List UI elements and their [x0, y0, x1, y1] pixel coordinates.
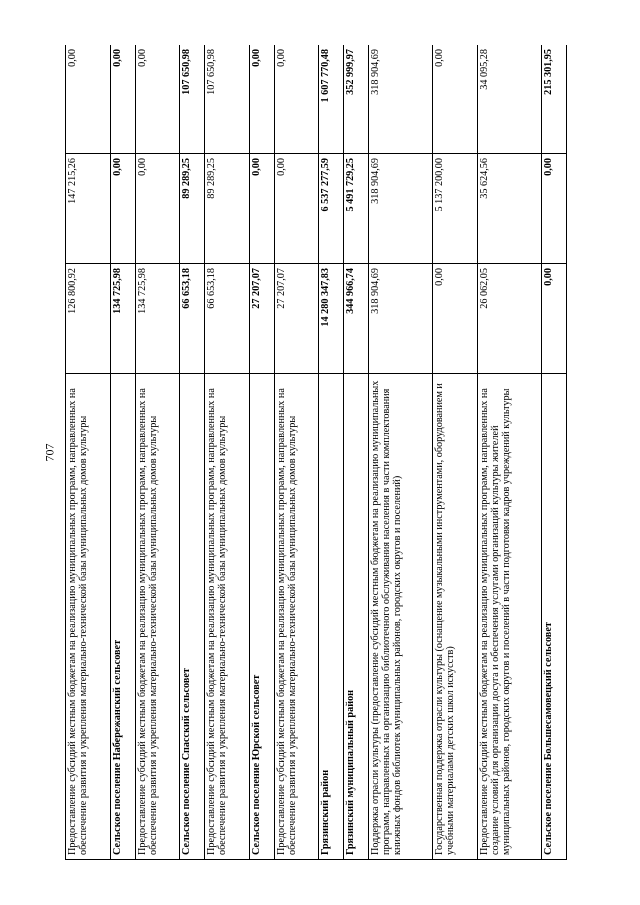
row-label: Предоставление субсидий местным бюджетам на реализацию муниципальных программ, направленных на обеспечение развития и укрепления материально-технической базы муниципальных домов культуры — [66, 374, 111, 860]
row-value-2: 318 904,69 — [368, 154, 432, 264]
row-value-1: 318 904,69 — [368, 264, 432, 374]
page-number — [40, 0, 60, 905]
row-value-3: 0,00 — [110, 45, 135, 154]
row-value-2: 0,00 — [110, 154, 135, 264]
row-value-2: 89 289,25 — [180, 154, 205, 264]
row-value-2: 5 491 729,25 — [344, 154, 369, 264]
row-value-2: 89 289,25 — [205, 154, 250, 264]
row-value-1: 0,00 — [433, 264, 478, 374]
row-value-3: 107 650,98 — [205, 45, 250, 154]
row-value-2: 0,00 — [542, 154, 567, 264]
row-value-3: 0,00 — [135, 45, 180, 154]
row-value-2: 147 215,26 — [66, 154, 111, 264]
page-number-text: 707 — [42, 443, 57, 462]
row-label: Сельское поселение Спасский сельсовет — [180, 374, 205, 860]
row-value-2: 35 624,56 — [477, 154, 541, 264]
row-value-3: 215 301,95 — [542, 45, 567, 154]
rotated-table-wrapper — [65, 45, 567, 860]
row-label: Государственная поддержка отрасли культуры (оснащение музыкальными инструментами, оборудованием и учебными материалами детских школ искусств) — [433, 374, 478, 860]
table-row — [135, 45, 180, 860]
row-label: Сельское поселение Юрской сельсовет — [249, 374, 274, 860]
row-value-1: 27 207,07 — [249, 264, 274, 374]
table-body — [66, 45, 567, 860]
row-value-1: 66 653,18 — [205, 264, 250, 374]
table-row — [344, 45, 369, 860]
row-value-3: 0,00 — [66, 45, 111, 154]
row-value-3: 352 999,97 — [344, 45, 369, 154]
row-label: Предоставление субсидий местным бюджетам на реализацию муниципальных программ, направленных на создание условий для организации досуга и обеспечения услугами организаций культуры жителей муниципальных районов, городских округов и поселений в части подготовки кадров учреждений культуры — [477, 374, 541, 860]
table-row — [433, 45, 478, 860]
row-value-2: 5 137 200,00 — [433, 154, 478, 264]
table-row — [249, 45, 274, 860]
rotated-table — [65, 45, 567, 860]
row-value-3: 1 607 770,48 — [319, 45, 344, 154]
row-value-3: 107 650,98 — [180, 45, 205, 154]
row-label: Грязинский район — [319, 374, 344, 860]
table-row — [180, 45, 205, 860]
row-value-3: 0,00 — [274, 45, 319, 154]
row-label: Грязинский муниципальный район — [344, 374, 369, 860]
row-label: Поддержка отрасли культуры (предоставление субсидий местным бюджетам на реализацию муниципальных программ, направленных на организацию библиотечного обслуживания населения в части комплектования книжных фондов библиотек муниципальных районов, городских округов и поселений) — [368, 374, 432, 860]
row-label: Сельское поселение Набережанский сельсовет — [110, 374, 135, 860]
table-row — [274, 45, 319, 860]
table-row — [66, 45, 111, 860]
row-value-3: 34 095,28 — [477, 45, 541, 154]
table-row — [205, 45, 250, 860]
row-value-1: 126 800,92 — [66, 264, 111, 374]
row-value-1: 134 725,98 — [110, 264, 135, 374]
row-value-1: 26 062,05 — [477, 264, 541, 374]
row-value-3: 0,00 — [433, 45, 478, 154]
budget-table — [65, 45, 567, 860]
row-label: Предоставление субсидий местным бюджетам на реализацию муниципальных программ, направленных на обеспечение развития и укрепления материально-технической базы муниципальных домов культуры — [274, 374, 319, 860]
table-row — [110, 45, 135, 860]
row-value-1: 344 966,74 — [344, 264, 369, 374]
row-label: Предоставление субсидий местным бюджетам на реализацию муниципальных программ, направленных на обеспечение развития и укрепления материально-технической базы муниципальных домов культуры — [205, 374, 250, 860]
row-value-2: 0,00 — [249, 154, 274, 264]
table-row — [368, 45, 432, 860]
table-row — [542, 45, 567, 860]
table-row — [477, 45, 541, 860]
table-row — [319, 45, 344, 860]
row-value-1: 27 207,07 — [274, 264, 319, 374]
row-value-1: 0,00 — [542, 264, 567, 374]
row-value-2: 0,00 — [135, 154, 180, 264]
row-value-1: 134 725,98 — [135, 264, 180, 374]
row-value-3: 0,00 — [249, 45, 274, 154]
row-value-3: 318 904,69 — [368, 45, 432, 154]
row-label: Сельское поселение Большесамовецкий сельсовет — [542, 374, 567, 860]
row-value-2: 0,00 — [274, 154, 319, 264]
row-value-2: 6 537 277,59 — [319, 154, 344, 264]
row-label: Предоставление субсидий местным бюджетам на реализацию муниципальных программ, направленных на обеспечение развития и укрепления материально-технической базы муниципальных домов культуры — [135, 374, 180, 860]
row-value-1: 14 280 347,83 — [319, 264, 344, 374]
row-value-1: 66 653,18 — [180, 264, 205, 374]
